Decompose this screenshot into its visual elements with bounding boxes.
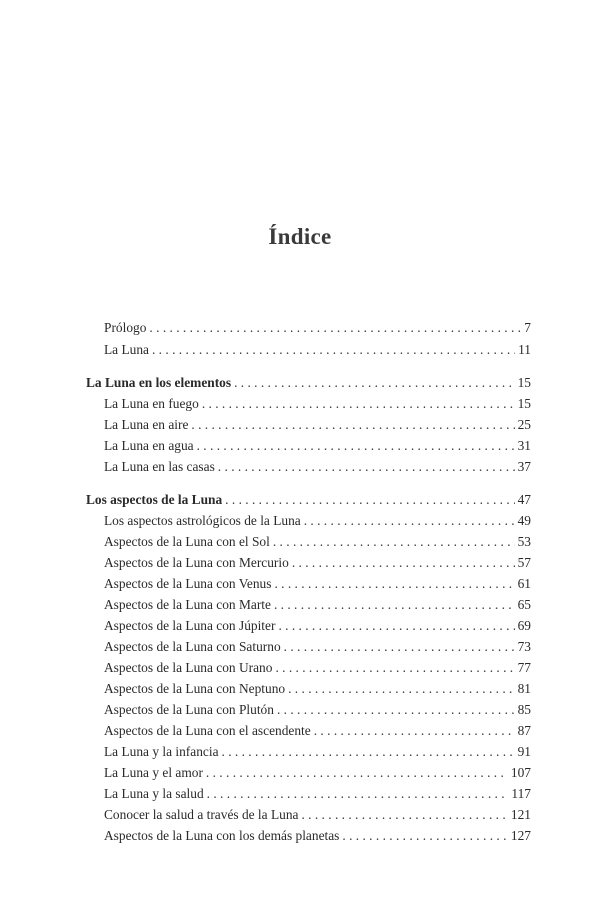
dot-leader — [225, 490, 514, 510]
toc-entry-label: Aspectos de la Luna con el ascendente — [104, 723, 311, 738]
toc-entry-page: 69 — [517, 618, 531, 633]
toc-entry — [104, 457, 531, 477]
toc-entry-label: Aspectos de la Luna con Saturno — [104, 639, 281, 654]
dot-leader — [284, 637, 515, 657]
toc-entry-page: 87 — [517, 723, 531, 738]
toc-entry-label: La Luna en agua — [104, 438, 194, 453]
toc-row — [0, 340, 600, 360]
toc-section-row — [0, 373, 600, 393]
toc-row — [0, 700, 600, 720]
toc-entry-page: 25 — [517, 417, 531, 432]
toc-entry-label: Conocer la salud a través de la Luna — [104, 807, 299, 822]
toc-entry-label: La Luna en fuego — [104, 396, 199, 411]
toc-entry-page: 11 — [518, 342, 531, 357]
toc-entry-label: La Luna y la infancia — [104, 744, 219, 759]
toc-entry-page: 73 — [517, 639, 531, 654]
toc-row — [0, 553, 600, 573]
toc-entry-page: 37 — [517, 459, 531, 474]
dot-leader — [278, 616, 514, 636]
toc-entry-label: La Luna en los elementos — [86, 375, 232, 390]
dot-leader — [301, 805, 507, 825]
toc-entry-label: Prólogo — [104, 320, 147, 335]
dot-leader — [342, 826, 508, 846]
toc-entry-page: 91 — [517, 744, 531, 759]
toc-entry-page: 53 — [517, 534, 531, 549]
toc-entry-label: La Luna — [104, 342, 149, 357]
toc-entry-page: 47 — [517, 492, 531, 507]
toc-entry — [104, 574, 531, 594]
toc-entry-label: La Luna en las casas — [104, 459, 215, 474]
toc-row — [0, 532, 600, 552]
toc-entry — [104, 318, 531, 338]
toc-entry-page: 121 — [510, 807, 531, 822]
toc-section-row — [0, 490, 600, 510]
toc-entry — [104, 679, 531, 699]
toc-entry — [104, 763, 531, 783]
toc-entry-page: 15 — [517, 375, 531, 390]
toc-row — [0, 394, 600, 414]
toc-row — [0, 679, 600, 699]
toc-row — [0, 742, 600, 762]
toc-entry — [104, 805, 531, 825]
dot-leader — [206, 763, 508, 783]
dot-leader — [275, 658, 514, 678]
toc-entry-label: Aspectos de la Luna con el Sol — [104, 534, 270, 549]
dot-leader — [202, 394, 515, 414]
toc-entry-label: Aspectos de la Luna con Júpiter — [104, 618, 276, 633]
toc-entry — [104, 340, 531, 360]
dot-leader — [274, 595, 515, 615]
toc-entry-page: 57 — [517, 555, 531, 570]
dot-leader — [152, 340, 515, 360]
dot-leader — [273, 532, 515, 552]
dot-leader — [234, 373, 515, 393]
toc-row — [0, 457, 600, 477]
dot-leader — [149, 318, 521, 338]
toc-entry — [104, 742, 531, 762]
toc-row — [0, 574, 600, 594]
toc-entry-label: Aspectos de la Luna con Urano — [104, 660, 273, 675]
toc-entry-label: Los aspectos de la Luna — [86, 492, 223, 507]
toc-entry-label: Los aspectos astrológicos de la Luna — [104, 513, 301, 528]
toc-row — [0, 436, 600, 456]
page-title: Índice — [268, 224, 332, 249]
toc-entry — [104, 637, 531, 657]
toc-entry-label: Aspectos de la Luna con Plutón — [104, 702, 274, 717]
toc-entry-page: 49 — [517, 513, 531, 528]
dot-leader — [288, 679, 515, 699]
toc-entry-label: Aspectos de la Luna con los demás planetas — [104, 828, 340, 843]
toc-entry — [104, 595, 531, 615]
toc-row — [0, 511, 600, 531]
toc-row — [0, 415, 600, 435]
toc-entry — [104, 436, 531, 456]
dot-leader — [218, 457, 515, 477]
dot-leader — [314, 721, 515, 741]
toc-row — [0, 595, 600, 615]
toc-entry — [104, 721, 531, 741]
toc-row — [0, 826, 600, 846]
dot-leader — [277, 700, 515, 720]
toc-entry-page: 7 — [524, 320, 531, 335]
toc-entry-label: Aspectos de la Luna con Mercurio — [104, 555, 289, 570]
dot-leader — [207, 784, 509, 804]
toc-entry-page: 81 — [517, 681, 531, 696]
toc-entry-label: La Luna y la salud — [104, 786, 204, 801]
toc-entry — [104, 616, 531, 636]
toc-row — [0, 616, 600, 636]
toc-entry — [104, 784, 531, 804]
toc-entry — [104, 394, 531, 414]
dot-leader — [304, 511, 515, 531]
toc-entry — [86, 490, 531, 510]
toc-entry — [104, 532, 531, 552]
dot-leader — [274, 574, 514, 594]
toc-entry — [104, 415, 531, 435]
toc-entry-page: 65 — [517, 597, 531, 612]
dot-leader — [292, 553, 515, 573]
toc-row — [0, 763, 600, 783]
toc-entry-page: 15 — [517, 396, 531, 411]
toc-entry — [104, 658, 531, 678]
toc-row — [0, 637, 600, 657]
toc-entry — [86, 373, 531, 393]
dot-leader — [222, 742, 515, 762]
toc-entry-page: 85 — [517, 702, 531, 717]
toc-row — [0, 318, 600, 338]
toc-row — [0, 721, 600, 741]
toc-entry-label: La Luna y el amor — [104, 765, 203, 780]
toc-entry-page: 31 — [517, 438, 531, 453]
toc-entry — [104, 826, 531, 846]
toc-entry-page: 117 — [511, 786, 531, 801]
toc-row — [0, 658, 600, 678]
toc-entry — [104, 511, 531, 531]
toc-entry — [104, 700, 531, 720]
toc-row — [0, 784, 600, 804]
toc-entry-page: 127 — [510, 828, 531, 843]
toc-entry-label: Aspectos de la Luna con Marte — [104, 597, 271, 612]
toc-entry-label: La Luna en aire — [104, 417, 189, 432]
dot-leader — [191, 415, 514, 435]
toc-entry-label: Aspectos de la Luna con Venus — [104, 576, 272, 591]
toc-entry-page: 61 — [517, 576, 531, 591]
toc-entry — [104, 553, 531, 573]
toc-entry-page: 107 — [510, 765, 531, 780]
toc-row — [0, 805, 600, 825]
dot-leader — [197, 436, 515, 456]
toc-entry-page: 77 — [517, 660, 531, 675]
toc-entry-label: Aspectos de la Luna con Neptuno — [104, 681, 286, 696]
